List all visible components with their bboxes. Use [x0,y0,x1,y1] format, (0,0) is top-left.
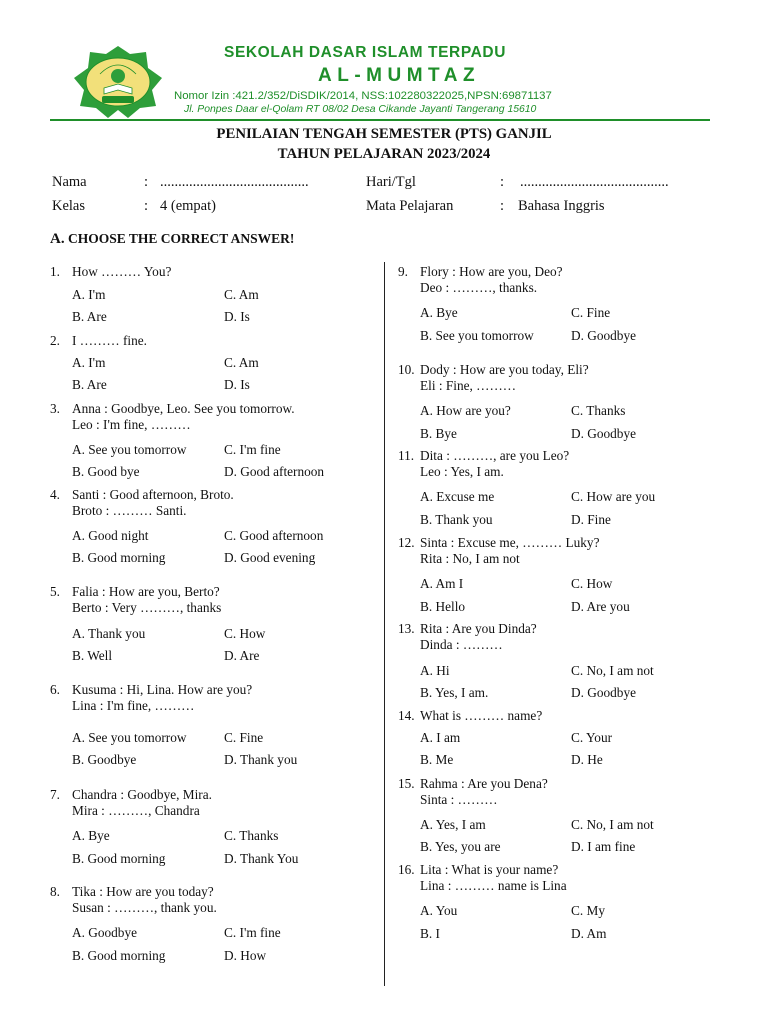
answer-option: C. How are you [571,489,656,504]
answer-option: C. Fine [224,730,264,745]
answer-option: B. Good morning [72,851,166,866]
question-number: 3. [50,401,60,416]
answer-option: A. Bye [420,305,458,320]
answer-option: B. Yes, you are [420,839,501,854]
answer-option: D. Good evening [224,550,316,565]
answer-option: B. Bye [420,426,457,441]
mapel-value: Bahasa Inggris [518,198,605,214]
question-line: What is ……… name? [420,708,543,723]
question-7 [50,787,370,821]
question-line: Lina : I'm fine, ……… [72,698,195,713]
question-number: 16. [398,862,415,877]
question-text [420,535,599,567]
mapel-label: Mata Pelajaran [366,198,454,214]
question-number: 12. [398,535,415,550]
answer-option: A. Am I [420,576,464,591]
kelas-value: 4 (empat) [160,198,216,214]
answer-option: A. I'm [72,287,106,302]
answer-option: D. Thank You [224,851,299,866]
question-text [72,487,234,519]
question-10 [398,362,718,396]
answer-option: A. See you tomorrow [72,442,187,457]
exam-year: TAHUN PELAJARAN 2023/2024 [277,146,491,162]
question-number: 7. [50,787,60,802]
answer-option: D. Are you [571,599,630,614]
answer-option: A. I'm [72,355,106,370]
answer-option: B. Thank you [420,512,493,527]
question-line: Dita : ………, are you Leo? [420,448,570,463]
question-line: Mira : ………, Chandra [72,803,200,818]
question-text [72,787,212,819]
school-logo [66,44,170,120]
question-line: Lita : What is your name? [420,862,559,877]
question-text [72,884,217,916]
question-12 [398,535,718,569]
question-13 [398,621,718,655]
question-6 [50,682,370,716]
answer-option: C. Your [571,730,613,745]
answer-option: B. Are [72,377,107,392]
answer-option: B. Goodbye [72,752,137,767]
answer-option: D. Fine [571,512,611,527]
question-number: 6. [50,682,60,697]
answer-option: C. Am [224,287,259,302]
mapel-colon: : [500,198,505,214]
answer-option: A. Bye [72,828,110,843]
question-text [72,264,171,280]
answer-option: D. Is [224,377,250,392]
question-11 [398,448,718,482]
section-letter: A. [50,231,65,247]
answer-option: B. I [420,926,440,941]
answer-option: C. Fine [571,305,611,320]
question-text [72,584,221,616]
question-line: Chandra : Goodbye, Mira. [72,787,212,802]
question-line: Kusuma : Hi, Lina. How are you? [72,682,253,697]
answer-option: B. Good bye [72,464,140,479]
question-number: 10. [398,362,415,377]
answer-option: C. My [571,903,605,918]
question-9 [398,264,718,298]
answer-option: A. Hi [420,663,450,678]
answer-option: C. Am [224,355,259,370]
answer-option: A. Yes, I am [420,817,486,832]
question-line: Sinta : Excuse me, ……… Luky? [420,535,600,550]
school-permit: Nomor Izin :421.2/352/DiSDIK/2014, NSS:102280322025,NPSN:69871137 [174,90,552,102]
kelas-colon: : [144,198,149,214]
question-line: Tika : How are you today? [72,884,214,899]
question-line: Santi : Good afternoon, Broto. [72,487,234,502]
answer-option: A. Excuse me [420,489,495,504]
question-line: Leo : Yes, I am. [420,464,504,479]
question-4 [50,487,370,521]
question-text [420,362,589,394]
answer-option: B. Me [420,752,454,767]
exam-title: PENILAIAN TENGAH SEMESTER (PTS) GANJIL [216,126,552,142]
kelas-label: Kelas [52,198,86,214]
question-line: Anna : Goodbye, Leo. See you tomorrow. [72,401,295,416]
question-line: How ……… You? [72,264,172,279]
question-number: 9. [398,264,408,279]
question-number: 15. [398,776,415,791]
school-address: Jl. Ponpes Daar el-Qolam RT 08/02 Desa Cikande Jayanti Tangerang 15610 [184,104,537,115]
answer-option: C. Thanks [571,403,626,418]
question-text [420,862,567,894]
question-line: I ……… fine. [72,333,147,348]
question-number: 8. [50,884,60,899]
question-number: 14. [398,708,415,723]
section-heading [50,231,294,248]
question-16 [398,862,718,896]
answer-option: D. He [571,752,603,767]
question-line: Falia : How are you, Berto? [72,584,220,599]
question-line: Deo : ………, thanks. [420,280,538,295]
question-line: Eli : Fine, ……… [420,378,517,393]
question-text [72,333,147,349]
answer-option: D. Goodbye [571,426,636,441]
question-5 [50,584,370,618]
answer-option: A. Goodbye [72,925,137,940]
question-line: Susan : ………, thank you. [72,900,217,915]
question-text [420,708,542,724]
question-line: Broto : ……… Santi. [72,503,187,518]
question-text [420,264,563,296]
school-brand: AL-MUMTAZ [318,65,481,86]
answer-option: B. Yes, I am. [420,685,489,700]
answer-option: B. Hello [420,599,466,614]
answer-option: D. Good afternoon [224,464,325,479]
question-line: Lina : ……… name is Lina [420,878,567,893]
question-line: Rita : Are you Dinda? [420,621,537,636]
question-8 [50,884,370,918]
answer-option: A. How are you? [420,403,511,418]
question-text [420,448,569,480]
answer-option: B. Well [72,648,113,663]
answer-option: A. See you tomorrow [72,730,187,745]
school-name: SEKOLAH DASAR ISLAM TERPADU [224,44,507,61]
answer-option: C. No, I am not [571,817,654,832]
question-line: Rita : No, I am not [420,551,520,566]
question-15 [398,776,718,810]
question-line: Rahma : Are you Dena? [420,776,548,791]
header-divider [50,119,710,121]
answer-option: D. Goodbye [571,328,636,343]
question-text [420,621,537,653]
question-number: 1. [50,264,60,279]
hari-colon: : [500,174,505,190]
section-title: CHOOSE THE CORRECT ANSWER! [67,231,295,246]
question-3 [50,401,370,435]
answer-option: C. How [224,626,266,641]
question-line: Leo : I'm fine, ……… [72,417,191,432]
question-line: Flory : How are you, Deo? [420,264,563,279]
answer-option: D. I am fine [571,839,636,854]
answer-option: D. Goodbye [571,685,636,700]
question-number: 4. [50,487,60,502]
nama-field: ......................................... [160,174,309,190]
answer-option: D. How [224,948,267,963]
question-line: Dody : How are you today, Eli? [420,362,589,377]
question-line: Berto : Very ………, thanks [72,600,222,615]
column-divider [384,262,385,986]
answer-option: C. Good afternoon [224,528,324,543]
answer-option: C. How [571,576,613,591]
answer-option: B. Good morning [72,550,166,565]
answer-option: C. Thanks [224,828,279,843]
question-text [72,682,252,714]
hari-field: ......................................... [520,174,669,190]
question-number: 13. [398,621,415,636]
hari-label: Hari/Tgl [366,174,416,190]
answer-option: A. Good night [72,528,149,543]
question-line: Dinda : ……… [420,637,503,652]
answer-option: A. Thank you [72,626,146,641]
answer-option: A. I am [420,730,461,745]
answer-option: C. No, I am not [571,663,654,678]
answer-option: D. Is [224,309,250,324]
answer-option: B. See you tomorrow [420,328,534,343]
answer-option: D. Thank you [224,752,298,767]
answer-option: D. Are [224,648,260,663]
answer-option: B. Are [72,309,107,324]
nama-label: Nama [52,174,87,190]
question-number: 11. [398,448,415,463]
answer-option: C. I'm fine [224,925,281,940]
question-line: Sinta : ……… [420,792,498,807]
nama-colon: : [144,174,149,190]
question-number: 5. [50,584,60,599]
answer-option: D. Am [571,926,607,941]
answer-option: B. Good morning [72,948,166,963]
question-text [420,776,548,808]
answer-option: A. You [420,903,458,918]
question-text [72,401,295,433]
question-number: 2. [50,333,60,348]
answer-option: C. I'm fine [224,442,281,457]
